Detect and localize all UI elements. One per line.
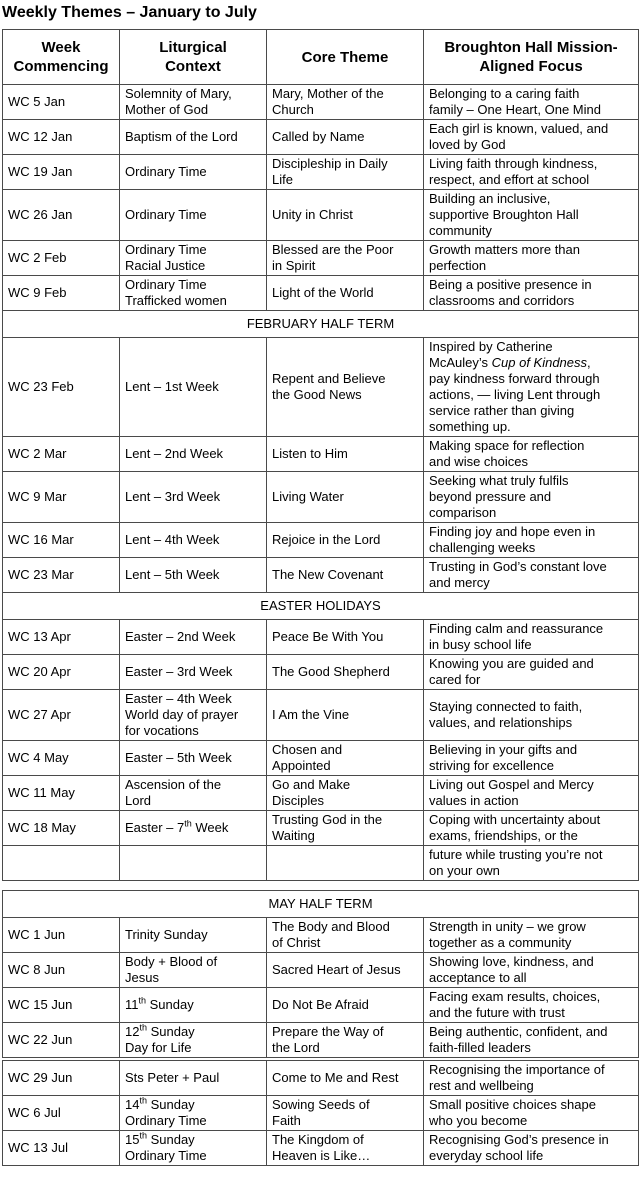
cell-week-commencing: WC 6 Jul [3, 1096, 120, 1131]
cell-mission-focus: future while trusting you’re not on your own [424, 846, 639, 881]
cell-week-commencing: WC 1 Jun [3, 918, 120, 953]
column-header-liturgical-context: Liturgical Context [120, 30, 267, 85]
cell-mission-focus: Belonging to a caring faith family – One Heart, One Mind [424, 85, 639, 120]
cell-mission-focus: Finding joy and hope even in challenging weeks [424, 523, 639, 558]
table-row [3, 988, 639, 1023]
cell-week-commencing: WC 19 Jan [3, 155, 120, 190]
cell-liturgical-context: Lent – 2nd Week [120, 437, 267, 472]
cell-liturgical-context [120, 846, 267, 881]
cell-mission-focus: Staying connected to faith, values, and relationships [424, 690, 639, 741]
cell-mission-focus: Growth matters more than perfection [424, 241, 639, 276]
cell-week-commencing: WC 27 Apr [3, 690, 120, 741]
cell-mission-focus: Facing exam results, choices, and the future with trust [424, 988, 639, 1023]
section-row [3, 593, 639, 620]
table-row [3, 655, 639, 690]
table-row [3, 437, 639, 472]
table-row [3, 1061, 639, 1096]
cell-mission-focus: Coping with uncertainty about exams, friendships, or the [424, 811, 639, 846]
table-row [3, 1096, 639, 1131]
cell-core-theme: Go and Make Disciples [267, 776, 424, 811]
table-row [3, 155, 639, 190]
column-header-mission-focus: Broughton Hall Mission- Aligned Focus [424, 30, 639, 85]
table-row [3, 523, 639, 558]
cell-liturgical-context: Body + Blood of Jesus [120, 953, 267, 988]
table-row [3, 241, 639, 276]
cell-core-theme: The Good Shepherd [267, 655, 424, 690]
cell-liturgical-context: Lent – 1st Week [120, 338, 267, 437]
cell-core-theme: The New Covenant [267, 558, 424, 593]
cell-liturgical-context: Ascension of the Lord [120, 776, 267, 811]
cell-liturgical-context: Easter – 5th Week [120, 741, 267, 776]
cell-week-commencing [3, 846, 120, 881]
cell-core-theme: Rejoice in the Lord [267, 523, 424, 558]
table-row [3, 620, 639, 655]
header-row [3, 30, 639, 85]
cell-core-theme: Do Not Be Afraid [267, 988, 424, 1023]
half-term-banner: FEBRUARY HALF TERM [3, 311, 639, 338]
cell-week-commencing: WC 11 May [3, 776, 120, 811]
cell-liturgical-context: Ordinary Time Racial Justice [120, 241, 267, 276]
cell-core-theme: Mary, Mother of the Church [267, 85, 424, 120]
cell-mission-focus: Each girl is known, valued, and loved by God [424, 120, 639, 155]
cell-week-commencing: WC 20 Apr [3, 655, 120, 690]
cell-mission-focus: Recognising God’s presence in everyday school life [424, 1131, 639, 1166]
section-row [3, 891, 639, 918]
table-row [3, 1023, 639, 1058]
cell-liturgical-context: 11th Sunday [120, 988, 267, 1023]
cell-core-theme: Called by Name [267, 120, 424, 155]
cell-liturgical-context: Easter – 3rd Week [120, 655, 267, 690]
cell-liturgical-context: Ordinary Time [120, 155, 267, 190]
cell-week-commencing: WC 26 Jan [3, 190, 120, 241]
weekly-themes-table-segment-1 [2, 890, 639, 1058]
cell-week-commencing: WC 16 Mar [3, 523, 120, 558]
table-row [3, 276, 639, 311]
cell-liturgical-context: Easter – 4th Week World day of prayer for vocations [120, 690, 267, 741]
cell-mission-focus: Inspired by Catherine McAuley’s Cup of Kindness, pay kindness forward through actions, — living Lent through service rather than giving something up. [424, 338, 639, 437]
table-row [3, 918, 639, 953]
cell-liturgical-context: Easter – 2nd Week [120, 620, 267, 655]
document-page [2, 3, 639, 1166]
cell-liturgical-context: 14th Sunday Ordinary Time [120, 1096, 267, 1131]
table-row [3, 690, 639, 741]
table-row [3, 846, 639, 881]
cell-core-theme: Peace Be With You [267, 620, 424, 655]
cell-core-theme: Sowing Seeds of Faith [267, 1096, 424, 1131]
cell-core-theme: Chosen and Appointed [267, 741, 424, 776]
cell-week-commencing: WC 15 Jun [3, 988, 120, 1023]
cell-core-theme: Discipleship in Daily Life [267, 155, 424, 190]
cell-liturgical-context: Baptism of the Lord [120, 120, 267, 155]
weekly-themes-table-segment-2 [2, 1060, 639, 1166]
cell-core-theme [267, 846, 424, 881]
cell-week-commencing: WC 18 May [3, 811, 120, 846]
cell-week-commencing: WC 23 Mar [3, 558, 120, 593]
page-title: Weekly Themes – January to July [2, 4, 257, 21]
table-row [3, 85, 639, 120]
cell-core-theme: Listen to Him [267, 437, 424, 472]
cell-mission-focus: Small positive choices shape who you become [424, 1096, 639, 1131]
cell-core-theme: The Kingdom of Heaven is Like… [267, 1131, 424, 1166]
cell-week-commencing: WC 13 Jul [3, 1131, 120, 1166]
table-row [3, 120, 639, 155]
cell-week-commencing: WC 4 May [3, 741, 120, 776]
cell-week-commencing: WC 5 Jan [3, 85, 120, 120]
cell-core-theme: I Am the Vine [267, 690, 424, 741]
weekly-themes-table-segment-0 [2, 29, 639, 881]
table-row [3, 776, 639, 811]
cell-core-theme: Sacred Heart of Jesus [267, 953, 424, 988]
cell-mission-focus: Trusting in God’s constant love and mercy [424, 558, 639, 593]
cell-liturgical-context: Trinity Sunday [120, 918, 267, 953]
cell-week-commencing: WC 2 Feb [3, 241, 120, 276]
cell-mission-focus: Believing in your gifts and striving for excellence [424, 741, 639, 776]
cell-mission-focus: Showing love, kindness, and acceptance to all [424, 953, 639, 988]
cell-week-commencing: WC 2 Mar [3, 437, 120, 472]
cell-liturgical-context: Solemnity of Mary, Mother of God [120, 85, 267, 120]
cell-week-commencing: WC 9 Mar [3, 472, 120, 523]
cell-mission-focus: Making space for reflection and wise choices [424, 437, 639, 472]
cell-week-commencing: WC 29 Jun [3, 1061, 120, 1096]
column-header-core-theme: Core Theme [267, 30, 424, 85]
cell-week-commencing: WC 9 Feb [3, 276, 120, 311]
column-header-week-commencing: Week Commencing [3, 30, 120, 85]
cell-core-theme: Trusting God in the Waiting [267, 811, 424, 846]
cell-mission-focus: Living faith through kindness, respect, and effort at school [424, 155, 639, 190]
cell-week-commencing: WC 13 Apr [3, 620, 120, 655]
table-row [3, 1131, 639, 1166]
cell-liturgical-context: Sts Peter + Paul [120, 1061, 267, 1096]
table-row [3, 558, 639, 593]
table-row [3, 953, 639, 988]
cell-core-theme: Unity in Christ [267, 190, 424, 241]
weekly-themes-table [2, 29, 639, 1166]
cell-mission-focus: Being authentic, confident, and faith-filled leaders [424, 1023, 639, 1058]
cell-core-theme: Repent and Believe the Good News [267, 338, 424, 437]
cell-week-commencing: WC 23 Feb [3, 338, 120, 437]
table-row [3, 190, 639, 241]
cell-week-commencing: WC 8 Jun [3, 953, 120, 988]
cell-core-theme: Living Water [267, 472, 424, 523]
cell-core-theme: Blessed are the Poor in Spirit [267, 241, 424, 276]
cell-mission-focus: Knowing you are guided and cared for [424, 655, 639, 690]
cell-mission-focus: Recognising the importance of rest and wellbeing [424, 1061, 639, 1096]
cell-mission-focus: Strength in unity – we grow together as a community [424, 918, 639, 953]
section-row [3, 311, 639, 338]
cell-core-theme: The Body and Blood of Christ [267, 918, 424, 953]
table-row [3, 811, 639, 846]
cell-mission-focus: Building an inclusive, supportive Broughton Hall community [424, 190, 639, 241]
half-term-banner: EASTER HOLIDAYS [3, 593, 639, 620]
cell-liturgical-context: Ordinary Time [120, 190, 267, 241]
cell-liturgical-context: Lent – 4th Week [120, 523, 267, 558]
cell-core-theme: Prepare the Way of the Lord [267, 1023, 424, 1058]
cell-mission-focus: Seeking what truly fulfils beyond pressure and comparison [424, 472, 639, 523]
table-row [3, 338, 639, 437]
cell-mission-focus: Living out Gospel and Mercy values in action [424, 776, 639, 811]
table-row [3, 472, 639, 523]
half-term-banner: MAY HALF TERM [3, 891, 639, 918]
cell-mission-focus: Finding calm and reassurance in busy school life [424, 620, 639, 655]
cell-core-theme: Light of the World [267, 276, 424, 311]
cell-mission-focus: Being a positive presence in classrooms and corridors [424, 276, 639, 311]
cell-liturgical-context: Ordinary Time Trafficked women [120, 276, 267, 311]
cell-week-commencing: WC 22 Jun [3, 1023, 120, 1058]
cell-core-theme: Come to Me and Rest [267, 1061, 424, 1096]
table-row [3, 741, 639, 776]
cell-liturgical-context: Lent – 5th Week [120, 558, 267, 593]
cell-liturgical-context: 15th Sunday Ordinary Time [120, 1131, 267, 1166]
cell-liturgical-context: 12th Sunday Day for Life [120, 1023, 267, 1058]
cell-liturgical-context: Lent – 3rd Week [120, 472, 267, 523]
cell-week-commencing: WC 12 Jan [3, 120, 120, 155]
cell-liturgical-context: Easter – 7th Week [120, 811, 267, 846]
